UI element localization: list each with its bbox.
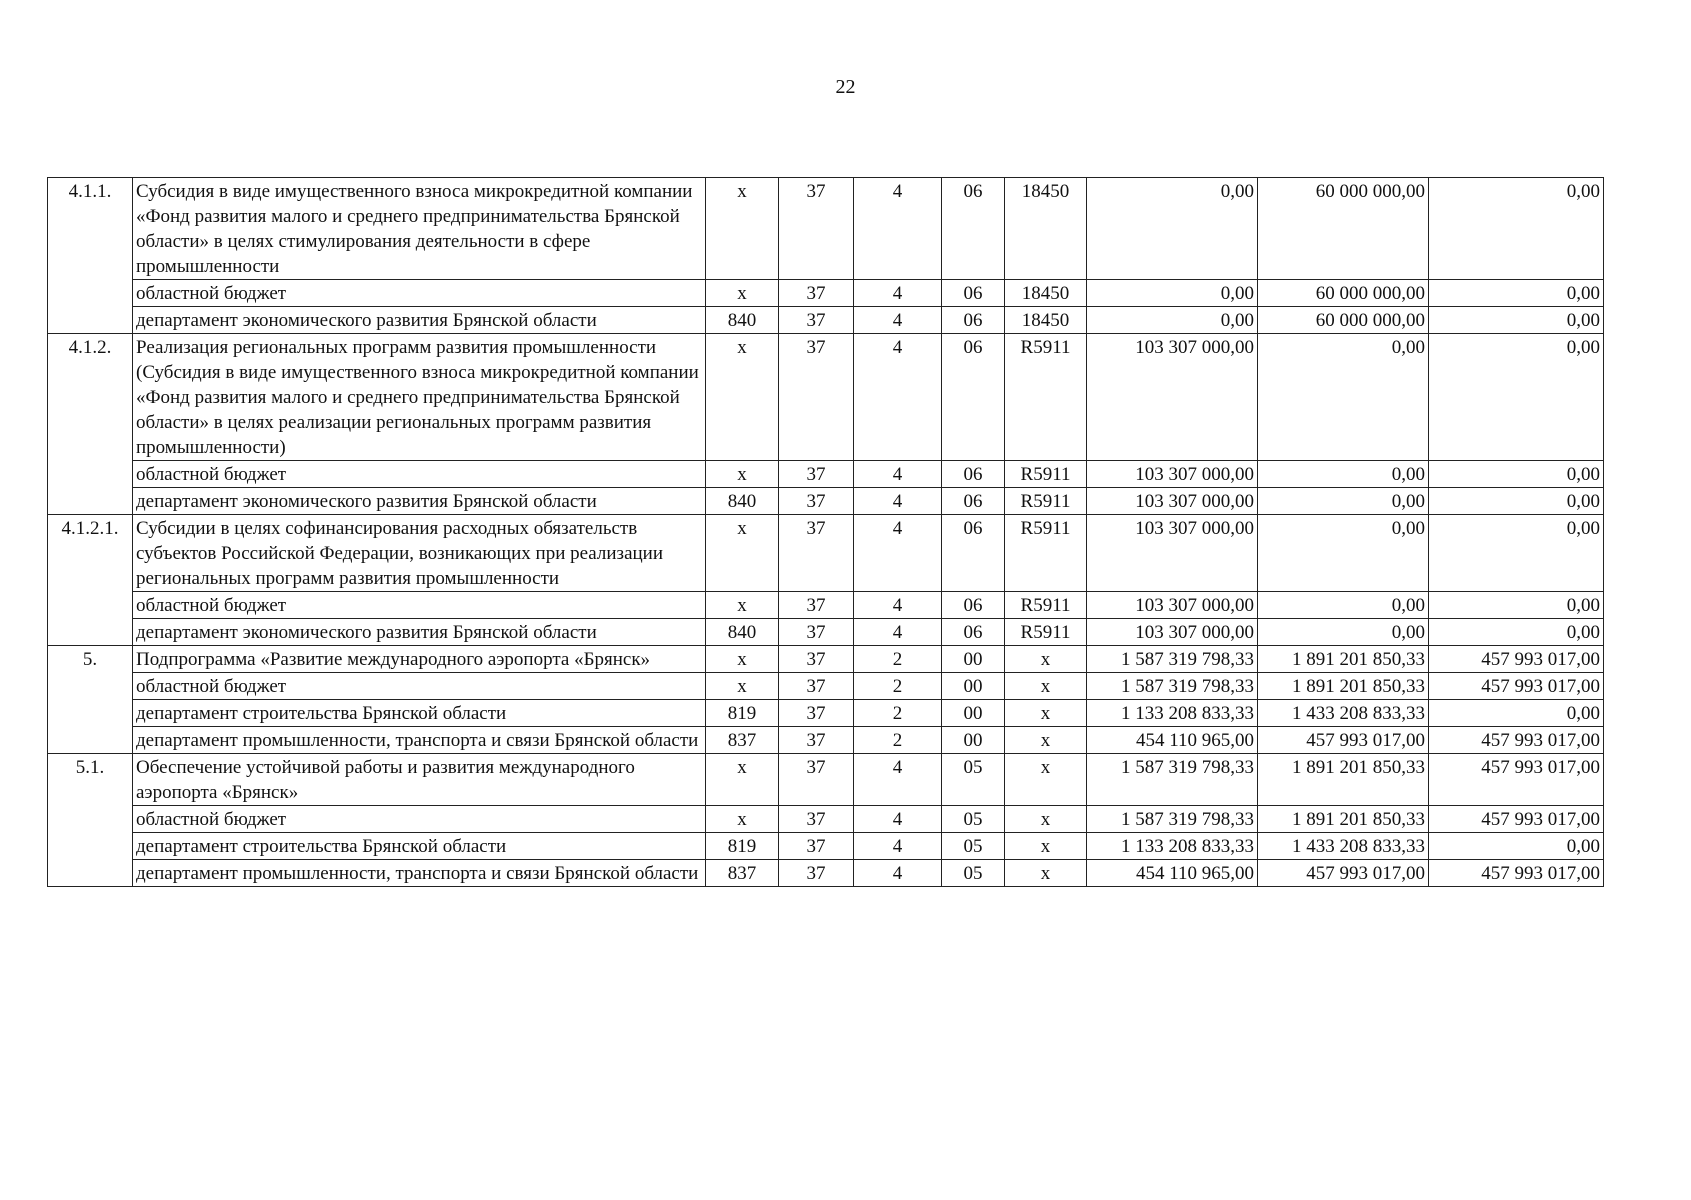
amount-col-2-cell: 457 993 017,00 [1258,727,1429,754]
subprogram-code-cell: 4 [854,754,942,806]
direction-code-cell: R5911 [1005,334,1087,461]
table-row [48,592,1604,619]
amount-col-3-cell: 0,00 [1429,619,1604,646]
direction-code-cell: 18450 [1005,178,1087,280]
amount-col-3-cell: 457 993 017,00 [1429,673,1604,700]
program-code-cell: 37 [779,592,854,619]
amount-col-1-cell: 454 110 965,00 [1087,727,1258,754]
amount-col-1-cell: 103 307 000,00 [1087,592,1258,619]
subprogram-code-cell: 4 [854,178,942,280]
activity-code-cell: 06 [942,592,1005,619]
description-cell: областной бюджет [133,806,706,833]
subprogram-code-cell: 4 [854,833,942,860]
description-cell: областной бюджет [133,673,706,700]
program-code-cell: 37 [779,461,854,488]
program-code-cell: 37 [779,515,854,592]
grbs-code-cell: 840 [706,488,779,515]
subprogram-code-cell: 4 [854,488,942,515]
amount-col-1-cell: 103 307 000,00 [1087,619,1258,646]
program-code-cell: 37 [779,307,854,334]
grbs-code-cell: х [706,178,779,280]
description-cell: департамент экономического развития Брянской области [133,307,706,334]
description-cell: департамент строительства Брянской области [133,700,706,727]
description-cell: Подпрограмма «Развитие международного аэропорта «Брянск» [133,646,706,673]
direction-code-cell: R5911 [1005,515,1087,592]
amount-col-2-cell: 1 891 201 850,33 [1258,806,1429,833]
description-cell: департамент промышленности, транспорта и связи Брянской области [133,727,706,754]
grbs-code-cell: х [706,754,779,806]
program-code-cell: 37 [779,673,854,700]
program-code-cell: 37 [779,727,854,754]
budget-table-body [48,178,1604,887]
grbs-code-cell: 840 [706,307,779,334]
program-code-cell: 37 [779,700,854,727]
amount-col-3-cell: 0,00 [1429,178,1604,280]
grbs-code-cell: х [706,280,779,307]
program-code-cell: 37 [779,334,854,461]
grbs-code-cell: 840 [706,619,779,646]
activity-code-cell: 06 [942,619,1005,646]
amount-col-3-cell: 0,00 [1429,833,1604,860]
grbs-code-cell: 819 [706,700,779,727]
item-number-cell: 4.1.2. [48,334,133,515]
description-cell: Субсидии в целях софинансирования расходных обязательств субъектов Российской Федерации, возникающих при реализации региональных программ развития промышленности [133,515,706,592]
amount-col-2-cell: 0,00 [1258,515,1429,592]
table-row [48,700,1604,727]
activity-code-cell: 06 [942,334,1005,461]
activity-code-cell: 06 [942,515,1005,592]
description-cell: департамент экономического развития Брянской области [133,488,706,515]
activity-code-cell: 05 [942,806,1005,833]
amount-col-1-cell: 0,00 [1087,280,1258,307]
amount-col-1-cell: 1 587 319 798,33 [1087,754,1258,806]
direction-code-cell: х [1005,646,1087,673]
direction-code-cell: х [1005,860,1087,887]
amount-col-2-cell: 60 000 000,00 [1258,178,1429,280]
activity-code-cell: 05 [942,860,1005,887]
table-row [48,461,1604,488]
amount-col-2-cell: 1 433 208 833,33 [1258,700,1429,727]
activity-code-cell: 00 [942,646,1005,673]
amount-col-2-cell: 0,00 [1258,334,1429,461]
amount-col-3-cell: 0,00 [1429,515,1604,592]
program-code-cell: 37 [779,754,854,806]
table-row-item [48,334,1604,461]
description-cell: департамент экономического развития Брянской области [133,619,706,646]
item-number-cell: 4.1.1. [48,178,133,334]
direction-code-cell: R5911 [1005,592,1087,619]
activity-code-cell: 00 [942,727,1005,754]
table-row [48,806,1604,833]
amount-col-1-cell: 1 133 208 833,33 [1087,700,1258,727]
page-number: 22 [835,76,856,98]
description-cell: областной бюджет [133,280,706,307]
direction-code-cell: 18450 [1005,280,1087,307]
grbs-code-cell: х [706,806,779,833]
amount-col-1-cell: 103 307 000,00 [1087,488,1258,515]
amount-col-3-cell: 0,00 [1429,307,1604,334]
direction-code-cell: х [1005,700,1087,727]
amount-col-1-cell: 103 307 000,00 [1087,461,1258,488]
table-row [48,833,1604,860]
activity-code-cell: 06 [942,280,1005,307]
item-number-cell: 5.1. [48,754,133,887]
subprogram-code-cell: 4 [854,307,942,334]
amount-col-3-cell: 0,00 [1429,592,1604,619]
program-code-cell: 37 [779,488,854,515]
subprogram-code-cell: 2 [854,727,942,754]
table-row-item [48,178,1604,280]
grbs-code-cell: 837 [706,727,779,754]
amount-col-1-cell: 1 587 319 798,33 [1087,646,1258,673]
activity-code-cell: 06 [942,461,1005,488]
grbs-code-cell: 837 [706,860,779,887]
amount-col-1-cell: 0,00 [1087,307,1258,334]
subprogram-code-cell: 4 [854,461,942,488]
budget-table [47,177,1604,887]
subprogram-code-cell: 4 [854,806,942,833]
grbs-code-cell: х [706,592,779,619]
table-row [48,673,1604,700]
subprogram-code-cell: 2 [854,673,942,700]
amount-col-3-cell: 0,00 [1429,334,1604,461]
amount-col-3-cell: 457 993 017,00 [1429,860,1604,887]
activity-code-cell: 06 [942,307,1005,334]
amount-col-3-cell: 0,00 [1429,488,1604,515]
amount-col-3-cell: 457 993 017,00 [1429,646,1604,673]
subprogram-code-cell: 2 [854,700,942,727]
description-cell: Обеспечение устойчивой работы и развития международного аэропорта «Брянск» [133,754,706,806]
direction-code-cell: х [1005,833,1087,860]
subprogram-code-cell: 2 [854,646,942,673]
description-cell: Реализация региональных программ развития промышленности (Субсидия в виде имущественного взноса микрокредитной компании «Фонд развития малого и среднего предпринимательства Брянской области» в целях реализации региональных программ развития промышленности) [133,334,706,461]
amount-col-2-cell: 1 891 201 850,33 [1258,754,1429,806]
amount-col-3-cell: 0,00 [1429,700,1604,727]
program-code-cell: 37 [779,619,854,646]
activity-code-cell: 06 [942,488,1005,515]
amount-col-3-cell: 0,00 [1429,280,1604,307]
direction-code-cell: 18450 [1005,307,1087,334]
activity-code-cell: 06 [942,178,1005,280]
grbs-code-cell: 819 [706,833,779,860]
subprogram-code-cell: 4 [854,619,942,646]
amount-col-1-cell: 454 110 965,00 [1087,860,1258,887]
amount-col-1-cell: 1 587 319 798,33 [1087,673,1258,700]
grbs-code-cell: х [706,334,779,461]
program-code-cell: 37 [779,806,854,833]
subprogram-code-cell: 4 [854,860,942,887]
table-row [48,307,1604,334]
grbs-code-cell: х [706,461,779,488]
table-row-item [48,646,1604,673]
grbs-code-cell: х [706,673,779,700]
activity-code-cell: 05 [942,754,1005,806]
amount-col-1-cell: 1 587 319 798,33 [1087,806,1258,833]
table-row-item [48,515,1604,592]
direction-code-cell: х [1005,727,1087,754]
description-cell: Субсидия в виде имущественного взноса микрокредитной компании «Фонд развития малого и среднего предпринимательства Брянской области» в целях стимулирования деятельности в сфере промышленности [133,178,706,280]
program-code-cell: 37 [779,860,854,887]
amount-col-1-cell: 103 307 000,00 [1087,515,1258,592]
subprogram-code-cell: 4 [854,280,942,307]
amount-col-3-cell: 457 993 017,00 [1429,806,1604,833]
direction-code-cell: R5911 [1005,619,1087,646]
amount-col-2-cell: 1 891 201 850,33 [1258,673,1429,700]
grbs-code-cell: х [706,515,779,592]
amount-col-2-cell: 0,00 [1258,461,1429,488]
direction-code-cell: R5911 [1005,488,1087,515]
table-row [48,619,1604,646]
subprogram-code-cell: 4 [854,334,942,461]
description-cell: областной бюджет [133,592,706,619]
amount-col-3-cell: 457 993 017,00 [1429,727,1604,754]
amount-col-2-cell: 457 993 017,00 [1258,860,1429,887]
table-row-item [48,754,1604,806]
program-code-cell: 37 [779,833,854,860]
grbs-code-cell: х [706,646,779,673]
amount-col-1-cell: 0,00 [1087,178,1258,280]
description-cell: областной бюджет [133,461,706,488]
activity-code-cell: 00 [942,673,1005,700]
direction-code-cell: х [1005,754,1087,806]
amount-col-1-cell: 1 133 208 833,33 [1087,833,1258,860]
table-row [48,280,1604,307]
program-code-cell: 37 [779,280,854,307]
direction-code-cell: R5911 [1005,461,1087,488]
description-cell: департамент промышленности, транспорта и связи Брянской области [133,860,706,887]
item-number-cell: 4.1.2.1. [48,515,133,646]
amount-col-1-cell: 103 307 000,00 [1087,334,1258,461]
activity-code-cell: 05 [942,833,1005,860]
amount-col-3-cell: 457 993 017,00 [1429,754,1604,806]
amount-col-3-cell: 0,00 [1429,461,1604,488]
table-row [48,860,1604,887]
amount-col-2-cell: 1 433 208 833,33 [1258,833,1429,860]
amount-col-2-cell: 0,00 [1258,592,1429,619]
amount-col-2-cell: 60 000 000,00 [1258,280,1429,307]
table-row [48,727,1604,754]
subprogram-code-cell: 4 [854,515,942,592]
direction-code-cell: х [1005,673,1087,700]
activity-code-cell: 00 [942,700,1005,727]
table-row [48,488,1604,515]
amount-col-2-cell: 0,00 [1258,488,1429,515]
amount-col-2-cell: 60 000 000,00 [1258,307,1429,334]
description-cell: департамент строительства Брянской области [133,833,706,860]
program-code-cell: 37 [779,646,854,673]
amount-col-2-cell: 1 891 201 850,33 [1258,646,1429,673]
program-code-cell: 37 [779,178,854,280]
item-number-cell: 5. [48,646,133,754]
amount-col-2-cell: 0,00 [1258,619,1429,646]
direction-code-cell: х [1005,806,1087,833]
subprogram-code-cell: 4 [854,592,942,619]
